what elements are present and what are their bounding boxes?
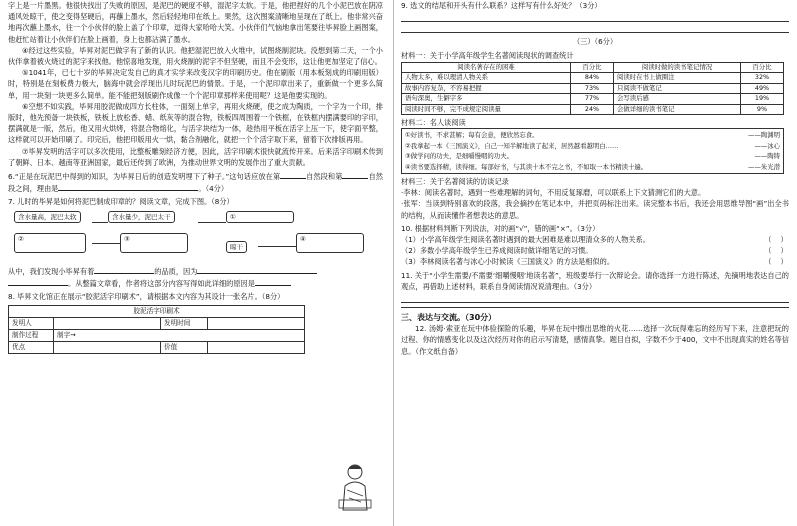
card-row-process — [9, 329, 304, 341]
material-3-title: 材料三：关于名著阅读的访谈记录 — [401, 176, 509, 186]
table-header-cell: 百分比 — [740, 62, 783, 73]
table-cell: 24% — [570, 104, 613, 115]
name-card-table — [8, 305, 305, 354]
bi-sheng-portrait-illustration — [335, 460, 375, 512]
table-cell: 49% — [740, 83, 783, 94]
quote-text: ③做学问的功夫，是细嚼慢咽的功夫。 — [405, 152, 513, 161]
card-merit-label: 优点 — [12, 343, 26, 352]
judge-answer-box[interactable]: （ ） — [764, 257, 788, 267]
table-row — [402, 73, 784, 84]
question-7-text-c: 。从整篇文章看，作者将这部分内容写得如此详细的原因是 — [68, 278, 255, 288]
interview-zhangjun: ·张军：当读到特别喜欢的段落，我会摘抄在笔记本中，并把页码标注出来。读完整本书后，我还会用思维导图“画”出全书的结构，从而读懂作者想表达的意思。 — [401, 199, 789, 220]
flow-box-2[interactable]: ② — [14, 233, 86, 253]
card-value-label: 价值 — [160, 342, 207, 353]
passage-paragraph-7: ⑦毕昇发明的活字可以多次使用，比整板雕刻经济方便，因此，活字印刷术很快就流传开来。后来活字印刷术传到了朝鲜、日本、越南等亚洲国家，最后还传到了欧洲，为推动世界文明的发展作出了重大贡献。 — [8, 146, 383, 167]
quote-text: ①好读书，不求甚解；每有会意，便欣然忘食。 — [405, 131, 539, 140]
card-merit-field[interactable] — [53, 342, 160, 353]
quote-row — [405, 151, 780, 161]
card-row-inventor — [9, 317, 304, 329]
section-3-title: 三、表达与交流。（30分） — [401, 312, 497, 322]
card-time-field[interactable] — [207, 318, 304, 329]
card-process-start: 制字→ — [57, 331, 76, 340]
table-cell: 语句深奥，生僻字多 — [402, 94, 571, 105]
answer-line[interactable] — [401, 22, 789, 33]
quote-author: ——冰心 — [754, 141, 780, 150]
material-1-title: 材料一：关于小学高年级学生名著阅读现状的调查统计 — [401, 51, 574, 61]
question-7: 7. 儿时的毕昇是如何将泥巴制成印章的？阅读文章，完成下图。（8分） — [8, 197, 234, 207]
question-6-text-c: 自然段之间，理由是 — [8, 172, 383, 194]
table-cell: 会写读后感 — [613, 94, 740, 105]
table-row — [402, 104, 784, 115]
card-title: 胶泥活字印刷术 — [133, 307, 180, 316]
card-inventor-field[interactable] — [53, 318, 160, 329]
table-cell: 19% — [740, 94, 783, 105]
passage-paragraph-6: ⑥空想不如实践，毕昇用胶泥做成四方长柱体，一面刻上单字，再用火烧硬，使之成为陶质，一个字为一个印，排版时，他先预备一块铁板，铁板上放松香、蜡、纸灰等的混合物，铁板四周围着一个铁框，在铁框内摆满要印的字印，摆满就是一版，然后，他又用火烘烤，将混合物熔化，与活字块结为一体，趁热用平板在活字上压一下，使字面平整，这样就可以开始印刷了。印完后，他把印版用火一烘，黏合剂融化，就把一个个活字取下来，留着下次排版再用。 — [8, 101, 383, 145]
table-cell: 会做详细的读书笔记 — [613, 104, 740, 115]
answer-blank[interactable] — [58, 182, 198, 191]
table-header-cell: 阅读名著存在的困难 — [402, 62, 571, 73]
table-cell: 人物太多，难以理清人物关系 — [402, 73, 571, 84]
flow-arrow — [92, 222, 108, 223]
quote-text: ④读书要选择精，读得细。每部好书，与其读十本不完之书，不如取一本书精读十遍。 — [405, 162, 648, 171]
flow-arrow — [258, 246, 296, 247]
table-cell: 阅读时在书上做圈注 — [613, 73, 740, 84]
answer-blank[interactable] — [255, 277, 291, 286]
flow-box-4[interactable]: ④ — [296, 233, 364, 253]
question-7-followup — [8, 265, 383, 289]
question-8: 8. 毕昇文化馆正在展示“胶泥活字印刷术”，请根据本文内容为其设计一张名片。（8分） — [8, 292, 285, 302]
flow-box-soft: 含水量高，泥巴太软 — [14, 211, 81, 223]
part-3-title: （三）（6分） — [572, 37, 618, 47]
quote-row — [405, 141, 780, 151]
flow-box-3[interactable]: ③ — [120, 233, 188, 253]
table-cell: 77% — [570, 94, 613, 105]
table-cell: 9% — [740, 104, 783, 115]
material-2-title: 材料二：名人谈阅读 — [401, 118, 466, 128]
flow-box-1[interactable]: ① — [226, 211, 294, 223]
quote-text: ②我拿起一本《三国演义》，自己一知半解地读了起来，居然越看越明白…… — [405, 141, 619, 150]
question-6-text-b: 自然段和第 — [306, 172, 343, 182]
answer-blank[interactable] — [197, 265, 317, 274]
quote-author: ——陶渊明 — [748, 131, 780, 140]
answer-blank[interactable] — [94, 265, 154, 274]
judge-item — [401, 234, 789, 245]
flow-arrow — [198, 222, 226, 223]
flow-arrow — [92, 243, 120, 244]
question-6 — [8, 170, 383, 194]
quote-author: ——朱光潜 — [748, 162, 780, 171]
table-header-cell: 阅读时做的读书笔记情况 — [613, 62, 740, 73]
table-cell: 故事内容复杂，不容易把握 — [402, 83, 571, 94]
flow-box-dry-out: 晾干 — [226, 241, 247, 253]
judge-text: （2）多数小学高年级学生已养成阅读时做详细笔记的习惯。 — [401, 246, 593, 256]
judge-text: （1）小学高年级学生阅读名著时遇到的最大困难是难以理清众多的人物关系。 — [401, 234, 650, 244]
judge-item — [401, 256, 789, 267]
card-inventor-label: 发明人 — [12, 319, 32, 328]
question-7-text-b: 的品质，因为 — [154, 266, 198, 276]
quotes-box — [401, 128, 784, 174]
table-cell: 32% — [740, 73, 783, 84]
card-time-label: 发明时间 — [160, 318, 207, 329]
answer-blank[interactable] — [8, 277, 68, 286]
question-6-score: 。（4分） — [198, 184, 229, 194]
question-7-text-a: 从中，我们发现小毕昇有着 — [8, 266, 95, 276]
passage-paragraph-5: ⑤1041年，已七十岁的毕昇决定发自己的真才实学来改变汉字的印刷历史。他在刷版（用本板刻成的印刷用版）时，特别是在刻板费力极大，脑海中就会浮现出儿时玩泥巴的情景。于是，一个泥印章出来了，重新做一个更多么简单，用一块刻一块更多么简单。能不能把刻版刷作成像一个个泥印章那样来使用呢？这是他要实现的。 — [8, 68, 383, 100]
card-process-label: 制作过程 — [12, 331, 39, 340]
card-title-row — [9, 306, 304, 317]
answer-line[interactable] — [401, 292, 789, 303]
question-10: 10. 根据材料判断下列说法，对的画“√”，错的画“×”。（3分） — [401, 223, 600, 233]
judge-answer-box[interactable]: （ ） — [764, 234, 788, 244]
answer-line[interactable] — [401, 11, 789, 22]
answer-blank[interactable] — [280, 170, 306, 179]
question-11: 11. 关于“小学生需要/不需要‘细嚼慢咽’地读名著”，班级要举行一次辩论会。请你选择一方进行陈述，先摘明地表达自己的观点，再借助上述材料，联系自身阅读情况说清理由。（3分） — [401, 270, 789, 291]
table-header-row — [402, 62, 784, 73]
quote-row — [405, 162, 780, 172]
column-divider — [393, 0, 394, 526]
interview-lilin: ·李林：阅读名著时，遇到一些难理解的词句，不用反复琢磨，可以联系上下文猜测它们的大意。 — [401, 188, 706, 198]
left-column — [8, 0, 383, 354]
table-header-cell: 百分比 — [570, 62, 613, 73]
table-cell: 73% — [570, 83, 613, 94]
judge-item — [401, 245, 789, 256]
table-row — [402, 94, 784, 105]
table-cell: 84% — [570, 73, 613, 84]
quote-row — [405, 130, 780, 140]
card-row-merit — [9, 341, 304, 353]
quote-author: ——陶铸 — [754, 152, 780, 161]
answer-blank[interactable] — [342, 170, 368, 179]
question-12: 12. 汤姆·索亚在玩中体验探险的乐趣，毕昇在玩中擦出思维的火花……选择一次玩得难忘的经历写下来，注意把玩的过程、你的情感变化以及这次经历对你的启示写清楚，感情真挚。题目自拟，字数不少于400，文中不出现真实的姓名等信息。（作文纸自备） — [401, 324, 789, 356]
survey-table — [401, 62, 784, 116]
judge-text: （3）李林阅读名著与冰心小时候读《三国演义》的方法是相似的。 — [401, 257, 615, 267]
judge-answer-box[interactable]: （ ） — [764, 246, 788, 256]
question-6-text: 6.“正是在玩泥巴中得到的知识，为毕昇日后的创造发明埋下了种子。”这句话应放在第 — [8, 172, 281, 182]
flow-box-dry: 含水量少，泥巴太干 — [108, 211, 175, 223]
flow-diagram — [8, 211, 383, 263]
question-9: 9. 选文的结尾和开头有什么联系？这样写有什么好处？（3分） — [401, 1, 602, 10]
card-process-field[interactable] — [53, 330, 304, 341]
section-divider — [401, 307, 789, 308]
passage-paragraph-a: 字上是一片墨黑。他很快找出了失败的原因，是泥巴的硬度不够，湿泥字太软。于是，他把捏好的几个小泥巴放在阴凉通风处晾干，使之变得坚硬后，再蘸上墨水，然后轻轻地印在纸上。果然，这次图案清晰地呈现在了纸上。他非常兴奋地再次蘸上墨水，往一个小伙伴的脸上盖了个印章，逗得大家哈哈大笑。小伙伴们气恼地拿出笔要往毕昇脸上画图案，他赶忙站着让小伙伴们在脸上画着，身上也都沾满了墨水。 — [8, 1, 383, 44]
passage-paragraph-4: ④经过这些实验，毕昇对泥巴做字有了新的认识。他把湿泥巴放入火堆中，试图烧制泥块。没想到第二天，一个小伙伴拿着被火烧过的泥字来找他。他惊喜地发现，用火烧制的泥字不但坚硬，而且不会变形，这让他更加坚定了信心。 — [8, 45, 383, 67]
right-column — [401, 0, 789, 357]
table-cell: 只阅读不做笔记 — [613, 83, 740, 94]
table-row — [402, 83, 784, 94]
table-cell: 阅读时间不够，完不成规定阅读量 — [402, 104, 571, 115]
card-value-field[interactable] — [207, 342, 304, 353]
